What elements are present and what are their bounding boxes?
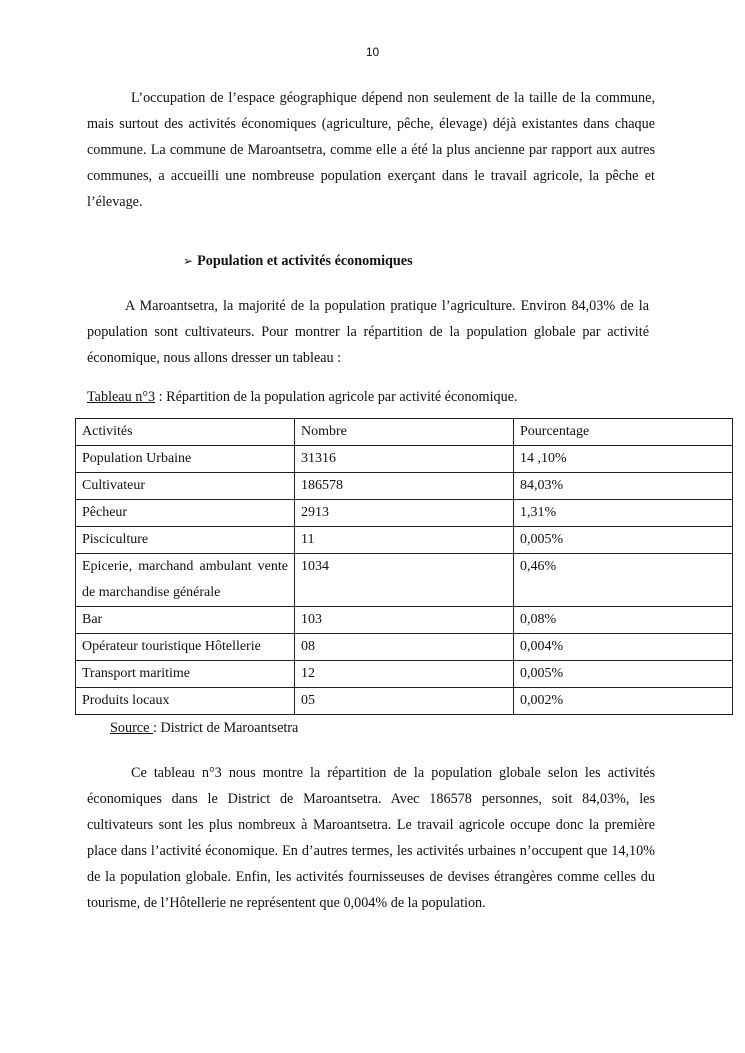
table-row (76, 661, 733, 688)
count-cell: 05 (295, 688, 514, 715)
header-cell-activites: Activités (76, 419, 295, 446)
activity-cell: Opérateur touristique Hôtellerie (76, 634, 295, 661)
percent-cell: 0,005% (514, 527, 733, 554)
table-row (76, 446, 733, 473)
table-row (76, 473, 733, 500)
table-caption (87, 389, 518, 406)
count-cell: 103 (295, 607, 514, 634)
activity-cell: Pisciculture (76, 527, 295, 554)
count-cell: 186578 (295, 473, 514, 500)
table-row (76, 500, 733, 527)
section-heading (183, 253, 413, 270)
percent-cell: 14 ,10% (514, 446, 733, 473)
count-cell: 1034 (295, 554, 514, 607)
table-header-row (76, 419, 733, 446)
table-caption-text: : Répartition de la population agricole par activité économique. (155, 389, 518, 405)
source-text: : District de Maroantsetra (152, 720, 299, 736)
percent-cell: 0,005% (514, 661, 733, 688)
percent-cell: 1,31% (514, 500, 733, 527)
analysis-text: Ce tableau n°3 nous montre la répartition de la population globale selon les activités économiques dans le District de Maroantsetra. Avec 186578 personnes, soit 84,03%, les cultivateurs sont les plus nombreux à Maroantsetra. Le travail agricole occupe donc la première place dans l’activité économique. En d’autres termes, les activités urbaines n’occupent que 14,10% de la population globale. Enfin, les activités fournisseuses de devises étrangères comme celles du tourisme, de l’Hôtellerie ne représentent que 0,004% de la population. (87, 765, 655, 911)
activity-cell: Population Urbaine (76, 446, 295, 473)
section-heading-title: Population et activités économiques (197, 253, 413, 269)
percent-cell: 84,03% (514, 473, 733, 500)
table-caption-label: Tableau n°3 (87, 389, 156, 405)
count-cell: 11 (295, 527, 514, 554)
header-cell-pourcentage: Pourcentage (514, 419, 733, 446)
count-cell: 2913 (295, 500, 514, 527)
count-cell: 12 (295, 661, 514, 688)
table-row (76, 688, 733, 715)
table-row (76, 634, 733, 661)
percent-cell: 0,002% (514, 688, 733, 715)
activity-cell: Cultivateur (76, 473, 295, 500)
activity-cell: Produits locaux (76, 688, 295, 715)
analysis-paragraph (87, 760, 655, 916)
population-text: A Maroantsetra, la majorité de la population pratique l’agriculture. Environ 84,03% de la population sont cultivateurs. Pour montrer la répartition de la population globale par activité économique, nous allons dresser un tableau : (87, 298, 649, 366)
table-row (76, 527, 733, 554)
activity-cell: Pêcheur (76, 500, 295, 527)
activity-cell: Bar (76, 607, 295, 634)
table-source (110, 720, 298, 737)
percent-cell: 0,46% (514, 554, 733, 607)
intro-paragraph (87, 85, 655, 215)
activity-cell: Epicerie, marchand ambulant vente de marchandise générale (76, 554, 295, 607)
arrow-bullet-icon: ➢ (183, 254, 194, 268)
percent-cell: 0,004% (514, 634, 733, 661)
source-label: Source (110, 720, 153, 736)
percent-cell: 0,08% (514, 607, 733, 634)
activity-cell: Transport maritime (76, 661, 295, 688)
activity-table (75, 418, 733, 715)
page-number: 10 (365, 45, 380, 59)
header-cell-nombre: Nombre (295, 419, 514, 446)
count-cell: 08 (295, 634, 514, 661)
table-row (76, 607, 733, 634)
intro-text: L’occupation de l’espace géographique dépend non seulement de la taille de la commune, mais surtout des activités économiques (agriculture, pêche, élevage) déjà existantes dans chaque commune. La commune de Maroantsetra, comme elle a été la plus ancienne par rapport aux autres communes, a accueilli une nombreuse population exerçant dans le travail agricole, la pêche et l’élevage. (87, 90, 655, 210)
count-cell: 31316 (295, 446, 514, 473)
population-paragraph (87, 293, 649, 371)
table-row (76, 554, 733, 607)
